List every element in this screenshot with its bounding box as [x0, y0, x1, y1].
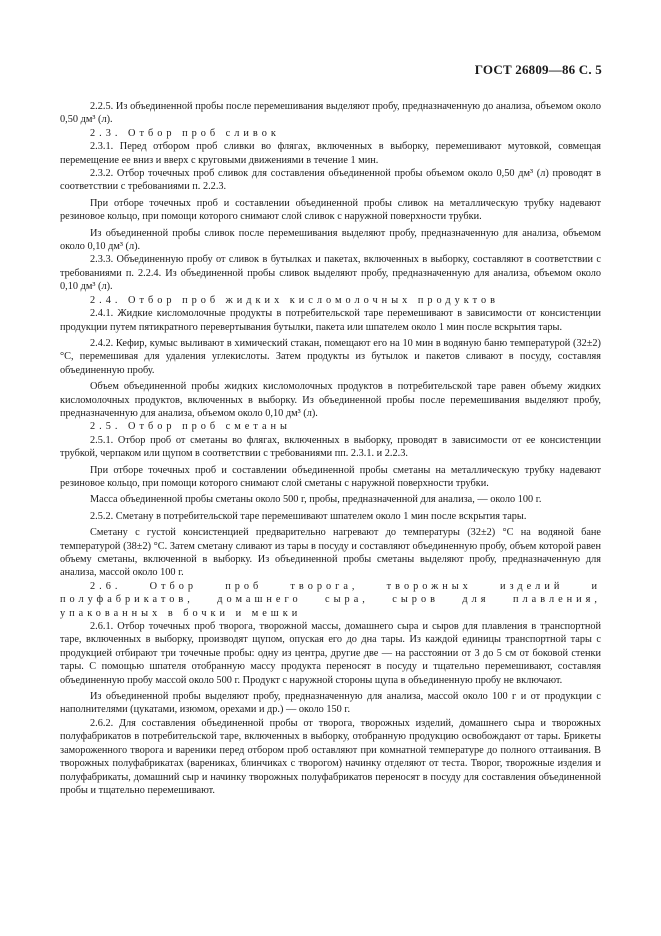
paragraph-2-3-3: 2.3.3. Объединенную пробу от сливок в бутылках и пакетах, включенных в выборку, составляют в соответствии с требованиями п. 2.2.4. Из объединенной пробы сливок выделяют пробу, предназначенную для анализа, объемом около 0,10 дм³ (л). [60, 254, 601, 293]
section-heading-2-6: 2.6. Отбор проб творога, творожных изделий и полуфабрикатов, домашнего сыра, сыров для плавления, упакованных в бочки и мешки [60, 580, 601, 619]
paragraph: Сметану с густой консистенцией предварительно нагревают до температуры (32±2) °С на водяной бане температурой (38±2) °С. Затем сметану сливают из тары в посуду и составляют объединенную пробу, объем которой равен объему сметаны, включенной в выборку. Из объединенной пробы сметаны выделяют пробу, предназначенную для анализа, массой около 100 г. [60, 527, 601, 579]
paragraph: Из объединенной пробы выделяют пробу, предназначенную для анализа, массой около 100 г и от продукции с наполнителями (цукатами, изюмом, орехами и др.) — около 150 г. [60, 691, 601, 716]
paragraph-2-5-2: 2.5.2. Сметану в потребительской таре перемешивают шпателем около 1 мин после вскрытия тары. [90, 510, 527, 522]
paragraph-2-3-1: 2.3.1. Перед отбором проб сливки во флягах, включенных в выборку, перемешивают мутовкой, совмещая перемещение ее вниз и вверх с круговыми движениями в течение 1 мин. [60, 141, 601, 166]
paragraph-2-6-2: 2.6.2. Для составления объединенной пробы от творога, творожных изделий, домашнего сыра и творожных полуфабрикатов в потребительской таре, включенных в выборку, отобранную продукцию освобождают от тары. Брикеты замороженного творога и вареники перед отбором проб оставляют при комнатной температуре до полного оттаивания. В творожных полуфабрикатах (варениках, блинчиках с творогом) начинку отделяют от теста. Творог, творожные изделия и полуфабрикаты, домашний сыр и начинку творожных полуфабрикатов переносят в посуду для составления объединенной пробы и тщательно перемешивают. [60, 717, 601, 796]
paragraph: Из объединенной пробы сливок после перемешивания выделяют пробу, предназначенную для анализа, объемом около 0,10 дм³ (л). [60, 227, 601, 253]
page-header: ГОСТ 26809—86 С. 5 [474, 62, 602, 77]
paragraph-2-5-1: 2.5.1. Отбор проб от сметаны во флягах, включенных в выборку, проводят в зависимости от ее консистенции трубкой, черпаком или щупом в соответствии с требованиями пп. 2.3.1. и 2.2.3. [60, 434, 601, 460]
paragraph-2-4-2: 2.4.2. Кефир, кумыс выливают в химический стакан, помещают его на 10 мин в водяную баню температурой (32±2) °С, перемешивая для удаления углекислоты. Затем продукты из бутылок и пакетов сливают в посуду, составляя объединенную пробу. [60, 337, 601, 376]
paragraph: При отборе точечных проб и составлении объединенной пробы сметаны на металлическую трубку надевают резиновое кольцо, при помощи которого снимают слой сметаны с наружной поверхности трубки. [60, 464, 601, 489]
paragraph: Масса объединенной пробы сметаны около 500 г, пробы, предназначенной для анализа, — около 100 г. [90, 494, 542, 506]
section-heading-2-3: 2.3. Отбор проб сливок [90, 127, 280, 139]
paragraph-2-4-1: 2.4.1. Жидкие кисломолочные продукты в потребительской таре перемешивают в зависимости от консистенции продукции путем пятикратного перевертывания бутылки, пакета или шпателем около 1 мин после вскрытия тары. [60, 308, 601, 333]
section-heading-2-4: 2.4. Отбор проб жидких кисломолочных продуктов [90, 294, 499, 306]
paragraph: При отборе точечных проб и составлении объединенной пробы сливок на металлическую трубку надевают резиновое кольцо, при помощи которого снимают слой сливок с наружной поверхности трубки. [60, 197, 601, 223]
section-heading-2-5: 2.5. Отбор проб сметаны [90, 421, 291, 433]
paragraph-2-3-2: 2.3.2. Отбор точечных проб сливок для составления объединенной пробы объемом около 0,50 дм³ (л) проводят в соответствии с требованиями п. 2.2.3. [60, 168, 601, 193]
document-body [60, 100, 601, 797]
paragraph: Объем объединенной пробы жидких кисломолочных продуктов в потребительской таре равен объему жидких кисломолочных продуктов, включенных в выборку. Из объединенной пробы после перемешивания выделяют пробу, предназначенную для анализа, объемом около 0,10 дм³ (л). [60, 381, 601, 419]
paragraph-2-2-5: 2.2.5. Из объединенной пробы после перемешивания выделяют пробу, предназначенную до анализа, объемом около 0,50 дм³ (л). [60, 101, 601, 126]
paragraph-2-6-1: 2.6.1. Отбор точечных проб творога, творожной массы, домашнего сыра и сыров для плавления в транспортной таре, включенных в выборку, производят щупом, опуская его до дна тары. Из каждой единицы транспортной тары с продукцией отбирают три точечные пробы: одну из центра, другие две — на расстоянии от 3 до 5 см от боковой стенки тары. С помощью шпателя отобранную массу продукта переносят в посуду и тщательно перемешивают, составляя объединенную пробу массой около 500 г. Продукт с наружной стороны щупа в объединенную пробу не включают. [60, 621, 601, 686]
